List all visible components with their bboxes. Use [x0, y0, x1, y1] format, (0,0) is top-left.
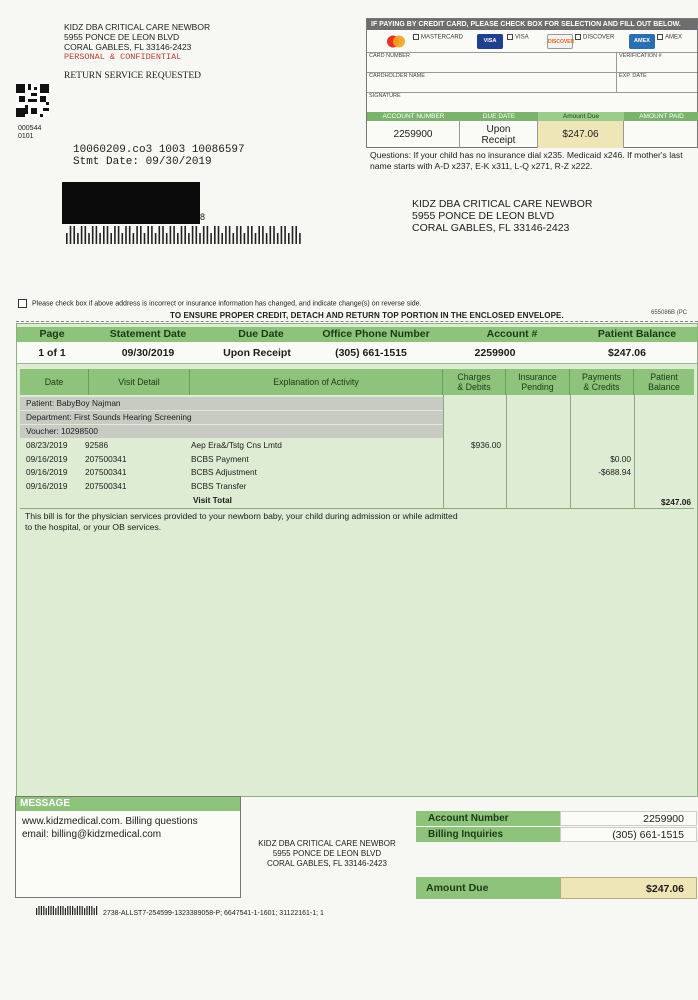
footer-barcode-bar	[62, 906, 63, 915]
line-explanation: BCBS Transfer	[191, 481, 247, 491]
form-code: 655086B (PC	[651, 310, 688, 316]
summary-value-row	[17, 342, 697, 364]
questions-note: Questions: If your child has no insurance dial x235. Medicaid x246. If mother's last name starts with A-D x237, E-K x311, L-Q x271, R-Z x222.	[370, 150, 683, 171]
footer-barcode-bar	[82, 906, 83, 915]
footer-barcode-bar	[70, 906, 71, 915]
line-payments: -$688.94	[598, 467, 631, 477]
mastercard-option[interactable]	[413, 34, 463, 41]
barcode-bar	[77, 233, 79, 244]
summary-header-row	[17, 327, 697, 342]
line-visit: 207500341	[85, 467, 127, 477]
detail-hdr-payments-1: Payments	[581, 372, 622, 382]
cardholder-name-field[interactable]: CARDHOLDER NAME	[367, 72, 617, 92]
bottom-billing-label: Billing Inquiries	[416, 827, 560, 842]
footer-barcode-bar	[53, 906, 54, 915]
footer-barcode-bar	[67, 906, 68, 915]
bottom-address	[252, 839, 402, 869]
barcode-bar	[88, 233, 90, 244]
amex-label: AMEX	[665, 34, 683, 41]
barcode-bar	[270, 226, 272, 244]
barcode-bar	[147, 226, 149, 244]
detail-hdr-date: Date	[20, 369, 89, 395]
barcode-bar	[162, 226, 164, 244]
line-charges: $936.00	[471, 440, 501, 450]
line-date: 09/16/2019	[26, 481, 68, 491]
detail-hdr-charges-2: & Debits	[457, 382, 491, 392]
barcode-bar	[114, 226, 116, 244]
patient-name: Patient: BabyBoy Najman	[20, 397, 443, 410]
barcode-bar	[73, 226, 75, 244]
footer-barcode-bar	[50, 906, 51, 915]
redacted-tail-digit: 8	[200, 212, 206, 222]
footer-barcode-bar	[91, 906, 92, 915]
line-explanation: BCBS Payment	[191, 454, 249, 464]
message-body	[16, 811, 240, 845]
barcode-bar	[107, 226, 109, 244]
sender-city: CORAL GABLES, FL 33146-2423	[64, 42, 192, 52]
bottom-account-value: 2259900	[560, 811, 697, 826]
line-payments: $0.00	[610, 454, 631, 464]
col-divider	[506, 395, 507, 509]
barcode-bar	[92, 226, 94, 244]
summary-page: 1 of 1	[38, 347, 66, 359]
bottom-account-label: Account Number	[416, 811, 560, 826]
summary-phone: (305) 661-1515	[335, 347, 407, 359]
discover-logo-icon: DISCOVER	[547, 34, 573, 49]
confidential-notice: PERSONAL & CONFIDENTIAL	[64, 52, 182, 62]
message-title: MESSAGE	[16, 797, 240, 811]
barcode-bar	[221, 233, 223, 244]
barcode-bar	[258, 226, 260, 244]
visa-option[interactable]	[507, 34, 529, 41]
barcode-bar	[229, 226, 231, 244]
hdr-due-date: DUE DATE	[460, 112, 538, 121]
sender-address	[64, 22, 210, 62]
summary-hdr-statement-date: Statement Date	[109, 328, 187, 340]
return-service-notice: RETURN SERVICE REQUESTED	[64, 71, 201, 81]
barcode-bar	[140, 226, 142, 244]
amex-logo-icon: AMEX	[629, 34, 655, 49]
footer-barcode-bar	[86, 906, 87, 915]
mail-sequence-line2: 0101	[18, 133, 34, 140]
department: Department: First Sounds Hearing Screening	[20, 411, 443, 424]
bottom-billing-value: (305) 661-1515	[560, 827, 697, 842]
barcode-bar	[159, 226, 161, 244]
footer-barcode-bar	[36, 908, 37, 915]
footer-barcode-bar	[60, 906, 61, 915]
footer-barcode-bar	[43, 906, 44, 915]
redacted-recipient-address	[62, 182, 200, 224]
message-line1: www.kidzmedical.com. Billing questions	[22, 816, 198, 827]
barcode-bar	[281, 226, 283, 244]
detail-hdr-insurance-1: Insurance	[518, 372, 557, 382]
barcode-bar	[129, 226, 131, 244]
line-date: 09/16/2019	[26, 467, 68, 477]
footer-barcode-bar	[38, 906, 39, 915]
detail-hdr-visit: Visit Detail	[89, 369, 190, 395]
bill-note: This bill is for the physician services provided to your newborn baby, your child during admission or while admitted to the hospital, or your OB services.	[25, 511, 458, 532]
barcode-bar	[247, 226, 249, 244]
footer-barcode-bar	[77, 906, 78, 915]
perforation-line	[16, 321, 698, 322]
barcode-bar	[125, 226, 127, 244]
voucher: Voucher: 10298500	[20, 425, 443, 438]
summary-balance: $247.06	[608, 347, 646, 359]
discover-label: DISCOVER	[583, 34, 615, 41]
signature-field[interactable]: SIGNATURE	[367, 92, 697, 112]
line-visit: 207500341	[85, 481, 127, 491]
barcode-bar	[122, 233, 124, 244]
barcode-bar	[295, 226, 297, 244]
hdr-account-number: ACCOUNT NUMBER	[367, 112, 460, 121]
visit-total: $247.06	[661, 497, 691, 507]
card-box-amounts	[367, 112, 698, 148]
summary-due-date: Upon Receipt	[223, 347, 291, 359]
bottom-address-city: CORAL GABLES, FL 33146-2423	[267, 859, 387, 868]
barcode-bar	[244, 233, 246, 244]
remit-street: 5955 PONCE DE LEON BLVD	[412, 210, 555, 222]
address-change-checkbox[interactable]	[18, 299, 27, 308]
bottom-address-name: KIDZ DBA CRITICAL CARE NEWBOR	[258, 839, 396, 848]
footer-barcode-bar	[96, 906, 97, 915]
barcode-bar	[118, 226, 120, 244]
bottom-amount-due-value: $247.06	[560, 877, 697, 899]
barcode-bar	[85, 226, 87, 244]
barcode-bar	[277, 233, 279, 244]
barcode-bar	[177, 233, 179, 244]
summary-statement-date: 09/30/2019	[121, 347, 175, 359]
detail-hdr-balance	[634, 369, 694, 395]
visit-total-label: Visit Total	[193, 495, 232, 505]
footer-code: 2738-ALLST7-254599-1323389058-P; 6647541-1-1601; 31122161-1; 1	[103, 910, 324, 917]
footer-barcode-bar	[58, 906, 59, 915]
barcode-bar	[99, 233, 101, 244]
barcode-bar	[233, 233, 235, 244]
barcode-bar	[103, 226, 105, 244]
barcode-bar	[166, 233, 168, 244]
card-due-date-line2: Receipt	[481, 134, 516, 146]
footer-barcode-bar	[72, 906, 73, 915]
bottom-amount-due-label: Amount Due	[416, 877, 560, 899]
total-divider	[20, 508, 694, 509]
address-change-label: Please check box if above address is incorrect or insurance information has changed, and indicate change(s) on reverse side.	[32, 300, 422, 308]
card-number-field[interactable]: CARD NUMBER	[367, 52, 617, 72]
footer-barcode-icon	[36, 906, 98, 915]
statement-reference-codes: 10060209.co3 1003 10086597	[73, 144, 245, 156]
barcode-bar	[133, 233, 135, 244]
barcode-bar	[144, 233, 146, 244]
barcode-bar	[96, 226, 98, 244]
barcode-bar	[225, 226, 227, 244]
discover-option[interactable]	[575, 34, 614, 41]
hdr-amount-paid: AMOUNT PAID	[624, 112, 698, 121]
footer-barcode-bar	[79, 906, 80, 915]
barcode-bar	[155, 233, 157, 244]
detail-hdr-balance-2: Balance	[648, 382, 680, 392]
barcode-bar	[236, 226, 238, 244]
barcode-bar	[240, 226, 242, 244]
footer-barcode-bar	[55, 908, 56, 915]
col-divider	[443, 395, 444, 509]
barcode-bar	[188, 233, 190, 244]
detail-hdr-explanation: Explanation of Activity	[190, 369, 443, 395]
barcode-bar	[192, 226, 194, 244]
barcode-bar	[273, 226, 275, 244]
summary-hdr-account: Account #	[486, 328, 538, 340]
line-visit: 92586	[85, 440, 109, 450]
card-amount-due: $247.06	[538, 121, 624, 148]
detail-header-row	[20, 369, 694, 395]
card-due-date	[460, 121, 538, 148]
line-explanation: Aep Era&/Tstg Cns Lmtd	[191, 440, 282, 450]
detail-hdr-payments	[570, 369, 634, 395]
mail-sequence-line1: 000544	[18, 125, 42, 132]
remit-name: KIDZ DBA CRITICAL CARE NEWBOR	[412, 198, 593, 210]
barcode-bar	[170, 226, 172, 244]
amount-paid-field[interactable]	[624, 121, 698, 148]
barcode-bar	[66, 233, 68, 244]
barcode-bar	[262, 226, 264, 244]
summary-hdr-phone: Office Phone Number	[322, 328, 430, 340]
card-account-number: 2259900	[367, 121, 460, 148]
barcode-bar	[136, 226, 138, 244]
barcode-bar	[196, 226, 198, 244]
barcode-bar	[207, 226, 209, 244]
barcode-bar	[181, 226, 183, 244]
barcode-bar	[210, 233, 212, 244]
remit-address	[412, 198, 592, 234]
address-change-checkbox-row[interactable]	[18, 299, 422, 308]
summary-hdr-page: Page	[39, 328, 65, 340]
statement-date-line: Stmt Date: 09/30/2019	[73, 156, 212, 168]
detail-hdr-charges-1: Charges	[457, 372, 491, 382]
footer-barcode-bar	[94, 908, 95, 915]
barcode-bar	[199, 233, 201, 244]
barcode-bar	[214, 226, 216, 244]
col-divider	[634, 395, 635, 509]
barcode-bar	[266, 233, 268, 244]
summary-hdr-due-date: Due Date	[238, 328, 284, 340]
detail-hdr-insurance	[506, 369, 570, 395]
footer-barcode-bar	[89, 906, 90, 915]
remit-city: CORAL GABLES, FL 33146-2423	[412, 222, 570, 234]
barcode-bar	[255, 233, 257, 244]
credit-card-payment-box	[366, 18, 698, 148]
footer-barcode-bar	[41, 906, 42, 915]
bottom-address-street: 5955 PONCE DE LEON BLVD	[272, 849, 382, 858]
detail-hdr-charges	[443, 369, 506, 395]
line-date: 08/23/2019	[26, 440, 68, 450]
barcode-bar	[203, 226, 205, 244]
sender-name: KIDZ DBA CRITICAL CARE NEWBOR	[64, 22, 211, 32]
visa-label: VISA	[515, 34, 529, 41]
barcode-bar	[184, 226, 186, 244]
verification-field[interactable]: VERIFICATION #	[617, 52, 697, 72]
barcode-bar	[110, 233, 112, 244]
summary-account: 2259900	[474, 347, 516, 359]
card-due-date-line1: Upon	[486, 123, 511, 135]
footer-barcode-bar	[84, 908, 85, 915]
mastercard-label: MASTERCARD	[421, 34, 464, 41]
postal-barcode-icon	[66, 226, 306, 244]
exp-date-field[interactable]: EXP. DATE	[617, 72, 697, 92]
barcode-bar	[173, 226, 175, 244]
barcode-bar	[288, 233, 290, 244]
detail-hdr-insurance-2: Pending	[521, 382, 554, 392]
footer-barcode-bar	[48, 906, 49, 915]
barcode-bar	[151, 226, 153, 244]
mastercard-logo-icon	[383, 34, 409, 49]
card-box-header: IF PAYING BY CREDIT CARD, PLEASE CHECK BOX FOR SELECTION AND FILL OUT BELOW.	[367, 19, 697, 30]
col-divider	[570, 395, 571, 509]
mail-sequence	[18, 125, 41, 141]
hdr-amount-due: Amount Due	[538, 112, 624, 121]
detach-notice: TO ENSURE PROPER CREDIT, DETACH AND RETURN TOP PORTION IN THE ENCLOSED ENVELOPE.	[170, 311, 564, 320]
barcode-bar	[299, 233, 301, 244]
visa-logo-icon: VISA	[477, 34, 503, 49]
amex-option[interactable]	[657, 34, 682, 41]
line-date: 09/16/2019	[26, 454, 68, 464]
footer-barcode-bar	[65, 908, 66, 915]
summary-hdr-balance: Patient Balance	[597, 328, 677, 340]
statement-reference	[73, 144, 245, 168]
message-box	[15, 796, 241, 898]
sender-street: 5955 PONCE DE LEON BLVD	[64, 32, 180, 42]
line-explanation: BCBS Adjustment	[191, 467, 257, 477]
line-visit: 207500341	[85, 454, 127, 464]
barcode-bar	[218, 226, 220, 244]
barcode-bar	[292, 226, 294, 244]
detail-hdr-balance-1: Patient	[650, 372, 678, 382]
barcode-bar	[70, 226, 72, 244]
patient-info	[20, 397, 443, 439]
footer-barcode-bar	[46, 908, 47, 915]
qr-code-icon	[16, 84, 49, 117]
detail-hdr-payments-2: & Credits	[583, 382, 620, 392]
statement-panel	[16, 323, 698, 797]
barcode-bar	[81, 226, 83, 244]
barcode-bar	[284, 226, 286, 244]
footer-barcode-bar	[74, 908, 75, 915]
barcode-bar	[251, 226, 253, 244]
message-line2: email: billing@kidzmedical.com	[22, 829, 162, 840]
